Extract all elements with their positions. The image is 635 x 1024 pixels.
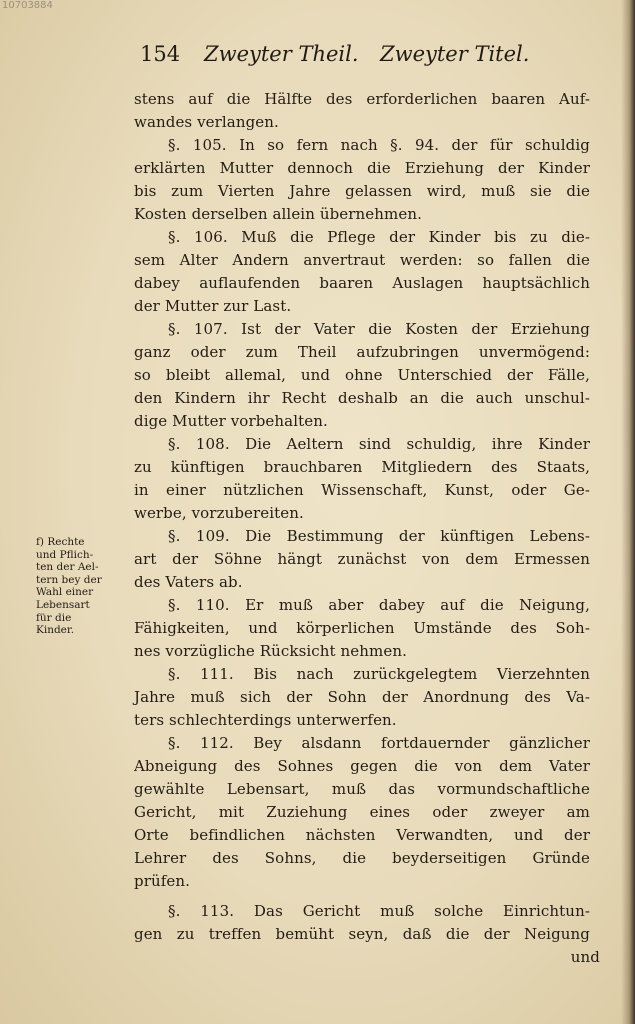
margin-note (36, 536, 126, 637)
paragraph-105: §. 105. In so fern nach §. 94. der für schuldig (168, 136, 590, 154)
text-line: gen zu treffen bemüht seyn, daß die der Neigung (134, 925, 590, 943)
paragraph-113: §. 113. Das Gericht muß solche Einrichtun- (168, 902, 590, 920)
paragraph-108: §. 108. Die Aeltern sind schuldig, ihre Kinder (168, 435, 590, 453)
text-line: in einer nützlichen Wissenschaft, Kunst, oder Ge- (134, 481, 590, 499)
text-line: werbe, vorzubereiten. (134, 504, 304, 522)
text-line: sem Alter Andern anvertraut werden: so fallen die (134, 251, 590, 269)
page-edge-shadow (621, 0, 635, 1024)
margin-note-line: Lebensart (36, 598, 90, 611)
text-line: Gericht, mit Zuziehung eines oder zweyer am (134, 803, 590, 821)
text-line: Kosten derselben allein übernehmen. (134, 205, 422, 223)
text-line: Lehrer des Sohns, die beyderseitigen Gründe (134, 849, 590, 867)
text-line: Orte befindlichen nächsten Verwandten, und der (134, 826, 590, 844)
text-line: des Vaters ab. (134, 573, 243, 591)
page-header (140, 42, 560, 78)
text-line: Jahre muß sich der Sohn der Anordnung des Va- (134, 688, 590, 706)
scan-id-label: 10703884 (2, 0, 53, 11)
page-number: 154 (140, 42, 181, 66)
text-line: den Kindern ihr Recht deshalb an die auch unschul- (134, 389, 590, 407)
margin-note-line: und Pflich- (36, 548, 94, 561)
text-line: dige Mutter vorbehalten. (134, 412, 328, 430)
margin-note-line: für die (36, 611, 72, 624)
margin-note-line: tern bey der (36, 573, 102, 586)
margin-note-line: Wahl einer (36, 586, 94, 599)
text-line: zu künftigen brauchbaren Mitgliedern des Staats, (134, 458, 590, 476)
text-line: dabey auflaufenden baaren Auslagen hauptsächlich (134, 274, 590, 292)
running-head-title: Zweyter Titel. (380, 42, 530, 66)
margin-note-line: f) Rechte (36, 536, 85, 548)
margin-note-line: Kinder. (36, 624, 75, 637)
paragraph-109: §. 109. Die Bestimmung der künftigen Lebens- (168, 527, 590, 545)
paragraph-112: §. 112. Bey alsdann fortdauernder gänzlicher (168, 734, 590, 752)
text-line: gewählte Lebensart, muß das vormundschaftliche (134, 780, 590, 798)
paragraph-110: §. 110. Er muß aber dabey auf die Neigung, (168, 596, 590, 614)
text-line: prüfen. (134, 872, 190, 890)
text-line: so bleibt allemal, und ohne Unterschied der Fälle, (134, 366, 590, 384)
text-line: ters schlechterdings unterwerfen. (134, 711, 397, 729)
text-line: erklärten Mutter dennoch die Erziehung der Kinder (134, 159, 590, 177)
paragraph-111: §. 111. Bis nach zurückgelegtem Vierzehnten (168, 665, 590, 683)
text-line: Fähigkeiten, und körperlichen Umstände des Soh- (134, 619, 590, 637)
text-line: Abneigung des Sohnes gegen die von dem Vater (134, 757, 590, 775)
text-line: der Mutter zur Last. (134, 297, 292, 315)
text-line: art der Söhne hängt zunächst von dem Ermessen (134, 550, 590, 568)
text-line: wandes verlangen. (134, 113, 279, 131)
text-line: nes vorzügliche Rücksicht nehmen. (134, 642, 407, 660)
margin-note-line: ten der Ael- (36, 561, 99, 574)
paragraph-106: §. 106. Muß die Pflege der Kinder bis zu die- (168, 228, 590, 246)
paragraph-107: §. 107. Ist der Vater die Kosten der Erziehung (168, 320, 590, 338)
text-line: bis zum Vierten Jahre gelassen wird, muß sie die (134, 182, 590, 200)
catchword: und (570, 948, 600, 966)
text-line: stens auf die Hälfte des erforderlichen baaren Auf- (134, 90, 590, 108)
running-head-part: Zweyter Theil. (204, 42, 359, 66)
text-line: ganz oder zum Theil aufzubringen unvermögend: (134, 343, 590, 361)
